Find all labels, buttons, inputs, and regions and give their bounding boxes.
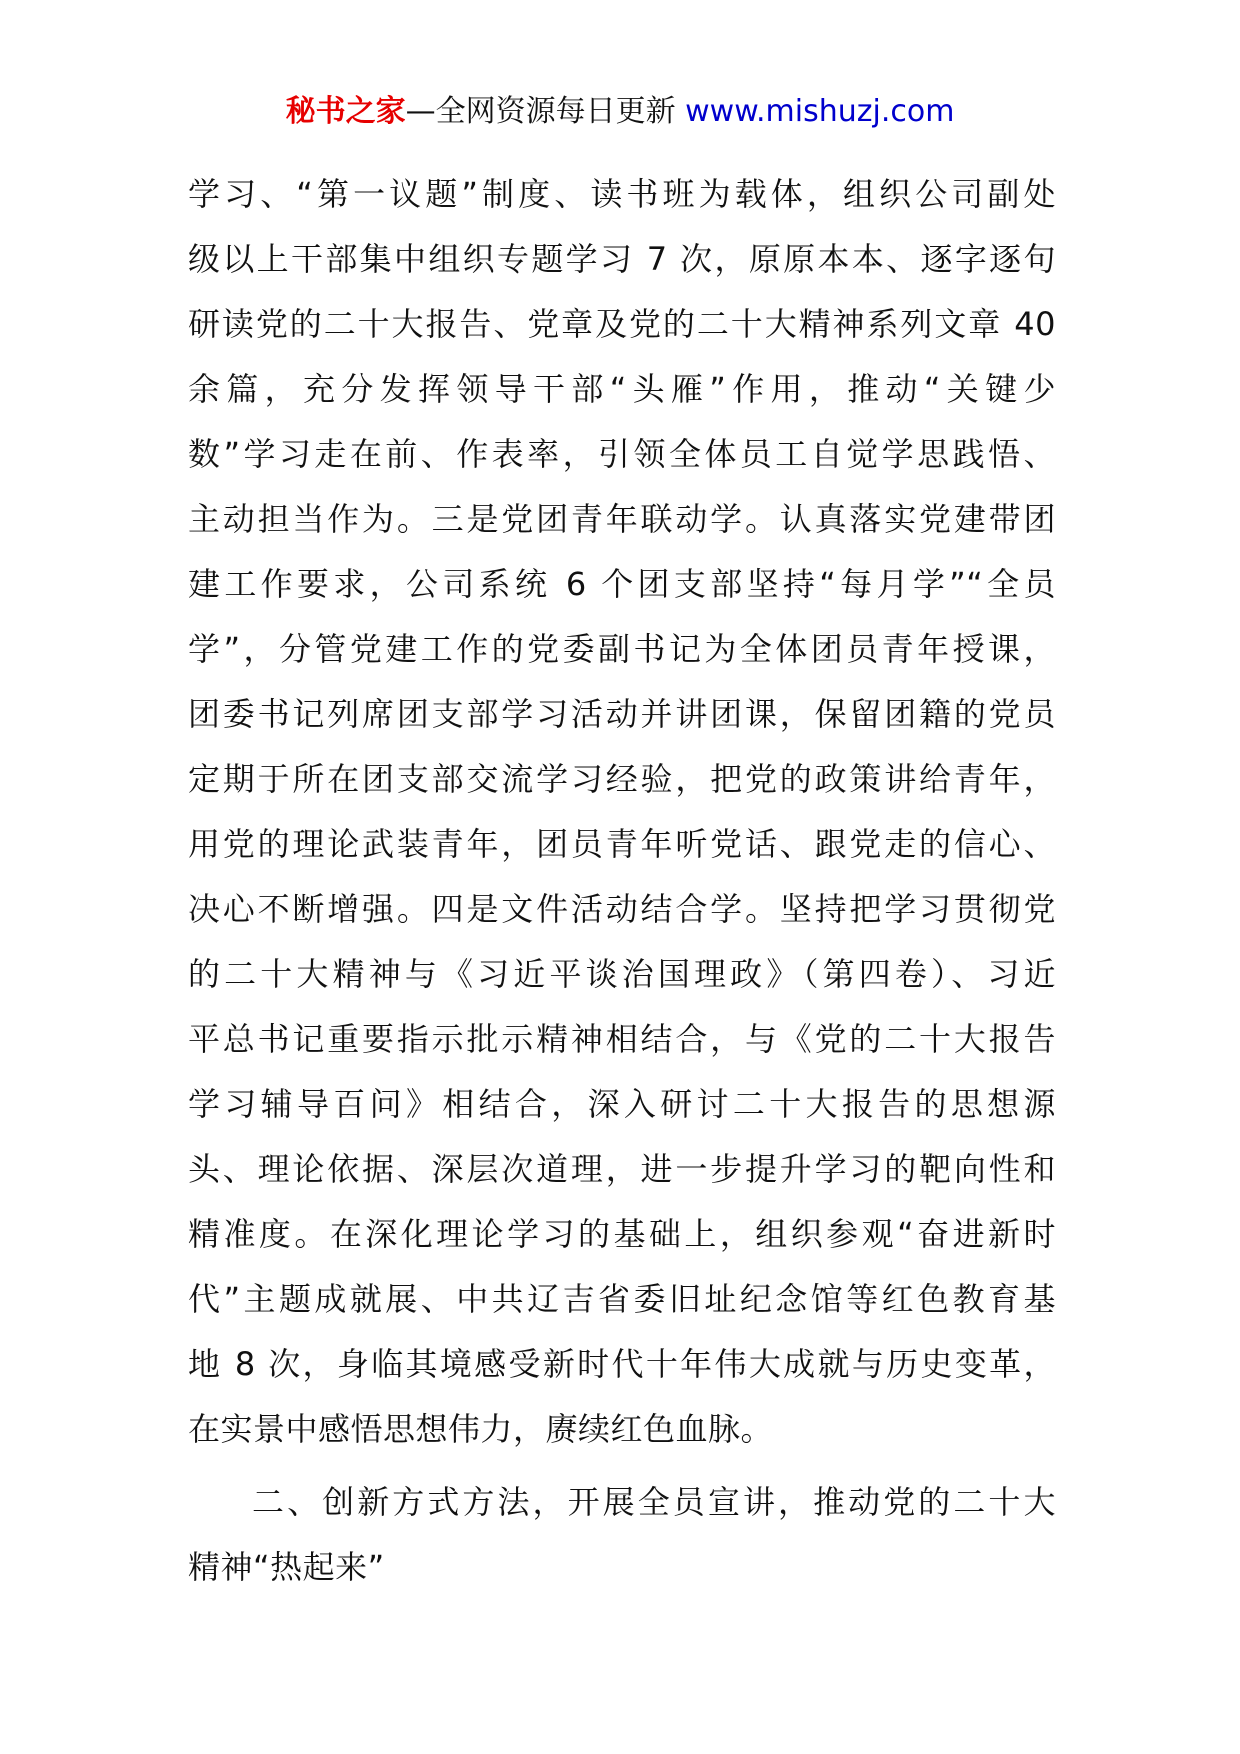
paragraph-line: 精准度。在深化理论学习的基础上，组织参观“奋进新时 <box>188 1215 1056 1253</box>
site-header <box>0 92 1240 132</box>
paragraph-line: 头、理论依据、深层次道理，进一步提升学习的靶向性和 <box>188 1150 1056 1188</box>
document-body <box>188 162 1056 1600</box>
paragraph-line: 数”学习走在前、作表率，引领全体员工自觉学思践悟、 <box>188 435 1056 473</box>
paragraph-line: 定期于所在团支部交流学习经验，把党的政策讲给青年， <box>188 760 1056 798</box>
paragraph-line: 平总书记重要指示批示精神相结合，与《党的二十大报告 <box>188 1020 1056 1058</box>
paragraph-line: 级以上干部集中组织专题学习 7 次，原原本本、逐字逐句 <box>188 240 1056 278</box>
paragraph-line: 的二十大精神与《习近平谈治国理政》（第四卷）、习近 <box>188 955 1056 993</box>
paragraph-line: 用党的理论武装青年，团员青年听党话、跟党走的信心、 <box>188 825 1056 863</box>
body-paragraph <box>188 162 1056 1462</box>
paragraph-line: 主动担当作为。三是党团青年联动学。认真落实党建带团 <box>188 500 1056 538</box>
paragraph-line: 学习、“第一议题”制度、读书班为载体，组织公司副处 <box>188 175 1056 213</box>
section-heading <box>188 1470 1056 1600</box>
section-heading-line-1: 二、创新方式方法，开展全员宣讲，推动党的二十大 <box>252 1483 1056 1521</box>
paragraph-line: 研读党的二十大报告、党章及党的二十大精神系列文章 40 <box>188 305 1056 343</box>
paragraph-line: 建工作要求，公司系统 6 个团支部坚持“每月学”“全员 <box>188 565 1056 603</box>
paragraph-line: 学”，分管党建工作的党委副书记为全体团员青年授课， <box>188 630 1056 668</box>
site-brand: 秘书之家 <box>285 94 406 129</box>
site-url-link[interactable]: www.mishuzj.com <box>685 94 955 129</box>
section-heading-line-2: 精神“热起来” <box>188 1548 385 1586</box>
paragraph-line: 在实景中感悟思想伟力，赓续红色血脉。 <box>188 1410 774 1448</box>
paragraph-line: 余篇，充分发挥领导干部“头雁”作用，推动“关键少 <box>188 370 1056 408</box>
paragraph-line: 代”主题成就展、中共辽吉省委旧址纪念馆等红色教育基 <box>188 1280 1056 1318</box>
paragraph-line: 团委书记列席团支部学习活动并讲团课，保留团籍的党员 <box>188 695 1056 733</box>
paragraph-line: 地 8 次，身临其境感受新时代十年伟大成就与历史变革， <box>188 1345 1056 1383</box>
site-tagline: —全网资源每日更新 <box>405 94 686 129</box>
paragraph-line: 学习辅导百问》相结合，深入研讨二十大报告的思想源 <box>188 1085 1056 1123</box>
paragraph-line: 决心不断增强。四是文件活动结合学。坚持把学习贯彻党 <box>188 890 1056 928</box>
